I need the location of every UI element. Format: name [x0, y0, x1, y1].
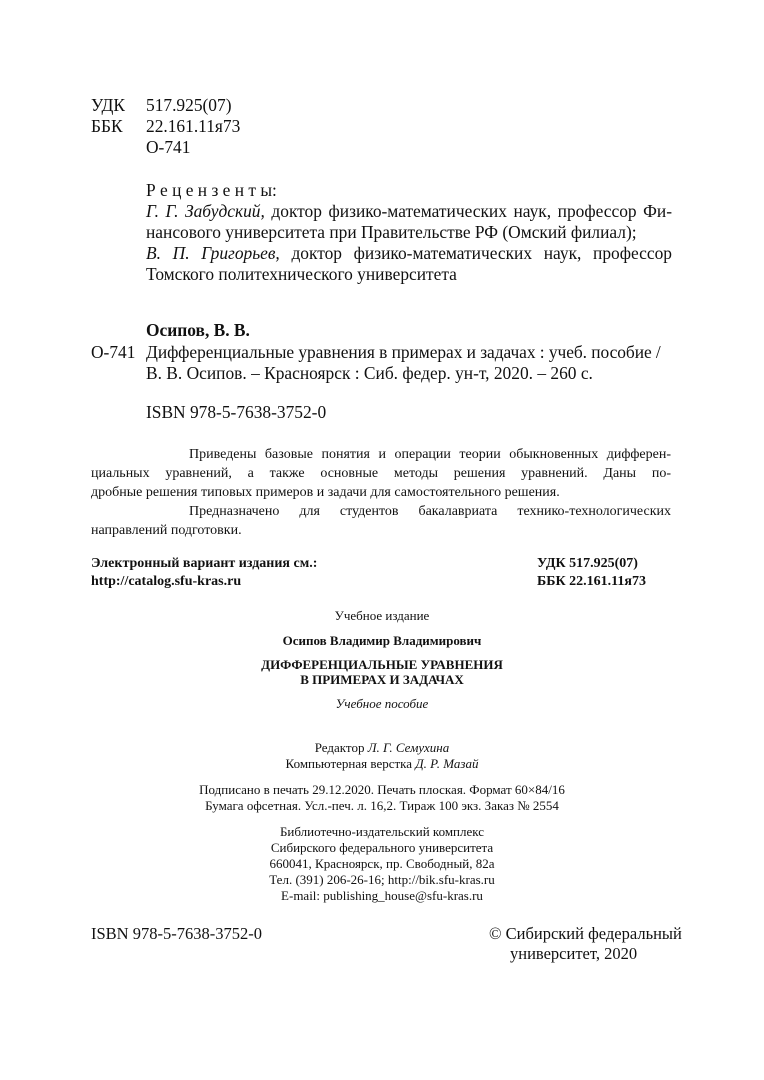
imprint-layout-name: Д. Р. Мазай — [415, 756, 479, 771]
imprint-type: Учебное издание — [334, 608, 430, 623]
imprint-editor — [0, 740, 764, 756]
imprint-author: Осипов Владимир Владимирович — [282, 633, 482, 648]
abstract-p2-line-2: направлений подготовки. — [91, 523, 242, 538]
electronic-bbk: ББК 22.161.11я73 — [537, 574, 646, 589]
abstract-p1-line-2: циальных уравнений, а также основные методы решения уравнений. Даны по- — [91, 466, 671, 481]
abstract — [91, 447, 671, 539]
publisher-email: E-mail: publishing_house@sfu-kras.ru — [281, 888, 483, 903]
reviewer-1-name: Г. Г. Забудский, — [146, 201, 265, 221]
reviewer-2-line-1 — [146, 243, 672, 264]
imprint-title-line-2: В ПРИМЕРАХ И ЗАДАЧАХ — [300, 672, 464, 687]
publisher-address: 660041, Красноярск, пр. Свободный, 82а — [269, 856, 495, 871]
bib-isbn: ISBN 978-5-7638-3752-0 — [146, 402, 327, 422]
imprint-editor-label: Редактор — [314, 740, 365, 755]
publisher-line-2: Сибирского федерального университета — [270, 840, 494, 855]
imprint-title-line-1: ДИФФЕРЕНЦИАЛЬНЫЕ УРАВНЕНИЯ — [261, 657, 503, 672]
abstract-p2-line-1: Предназначено для студентов бакалавриата технико-технологических — [189, 504, 671, 519]
bbk-value: 22.161.11я73 — [146, 116, 241, 136]
reviewer-2-text: доктор физико-математических наук, профессор — [291, 243, 672, 263]
publisher-line-1: Библиотечно-издательский комплекс — [279, 824, 485, 839]
reviewer-2-name: В. П. Григорьев, — [146, 243, 280, 263]
electronic-url[interactable]: http://catalog.sfu-kras.ru — [91, 574, 242, 589]
abstract-p1-line-3: дробные решения типовых примеров и задачи для самостоятельного решения. — [91, 485, 560, 500]
bib-line-1: Дифференциальные уравнения в примерах и задачах : учеб. пособие / — [146, 342, 661, 362]
bbk-label: ББК — [91, 116, 123, 136]
reviewer-1-line-1 — [146, 201, 672, 222]
author-mark: О-741 — [146, 137, 191, 157]
udk-label: УДК — [91, 95, 126, 115]
footer-isbn: ISBN 978-5-7638-3752-0 — [91, 924, 262, 943]
bib-author: Осипов, В. В. — [146, 320, 250, 340]
imprint-print-line-2: Бумага офсетная. Усл.-печ. л. 16,2. Тираж 100 экз. Заказ № 2554 — [205, 798, 559, 813]
bib-line-2: В. В. Осипов. – Красноярск : Сиб. федер. ун-т, 2020. – 260 с. — [146, 363, 593, 383]
imprint-editor-name: Л. Г. Семухина — [367, 740, 450, 755]
reviewers-heading: Р е ц е н з е н т ы: — [146, 180, 277, 200]
reviewer-1-text: доктор физико-математических наук, профессор Фи- — [271, 201, 672, 221]
udk-value: 517.925(07) — [146, 95, 232, 115]
abstract-p1-line-1: Приведены базовые понятия и операции теории обыкновенных дифферен- — [189, 447, 671, 462]
imprint-layout-label: Компьютерная верстка — [285, 756, 413, 771]
imprint-print-line-1: Подписано в печать 29.12.2020. Печать плоская. Формат 60×84/16 — [199, 782, 565, 797]
publisher-phone: Тел. (391) 206-26-16; http://bik.sfu-kras.ru — [269, 872, 495, 887]
footer-copyright-line-1: © Сибирский федеральный — [489, 924, 682, 943]
reviewer-2-line-2: Томского политехнического университета — [146, 264, 457, 284]
footer-copyright-line-2: университет, 2020 — [510, 944, 638, 963]
bib-mark: О-741 — [91, 342, 136, 362]
imprint-subtitle: Учебное пособие — [335, 696, 429, 711]
imprint-layout — [0, 756, 764, 772]
electronic-label: Электронный вариант издания см.: — [91, 556, 318, 571]
reviewer-1-line-2: нансового университета при Правительстве РФ (Омский филиал); — [146, 222, 637, 242]
electronic-udk: УДК 517.925(07) — [537, 556, 638, 571]
